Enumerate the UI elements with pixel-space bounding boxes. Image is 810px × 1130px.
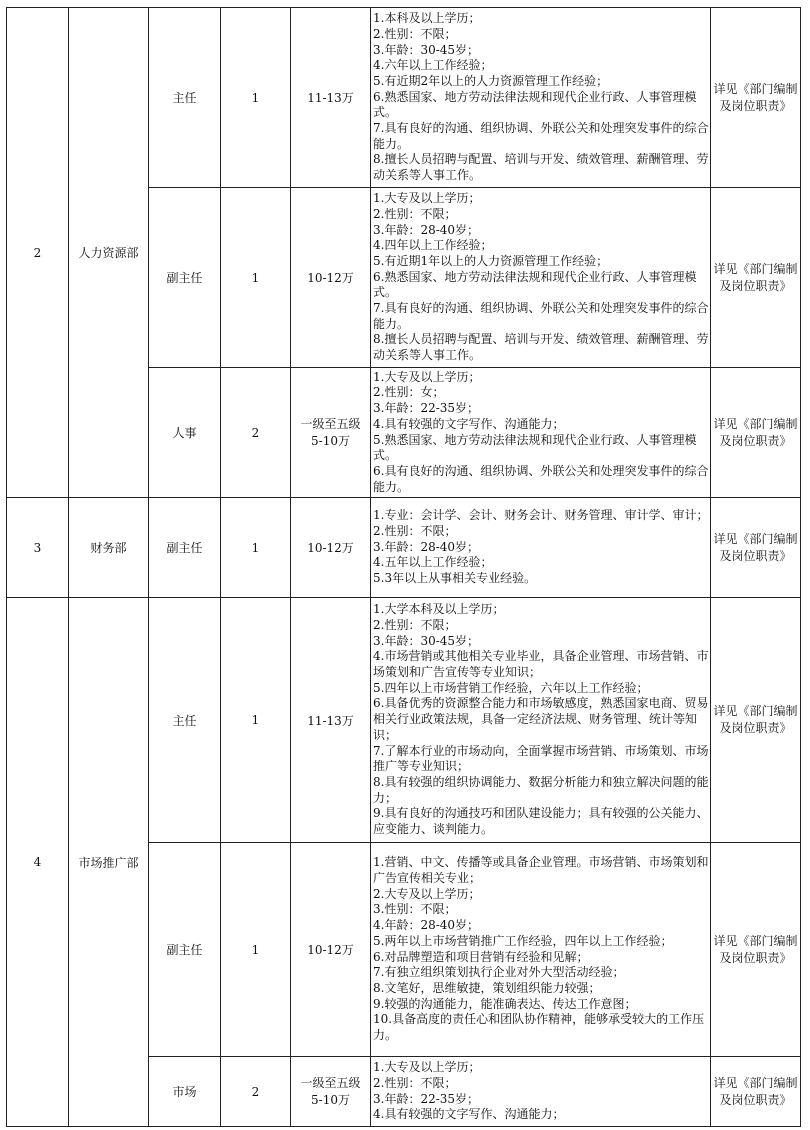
requirement-item: 2.性别：女； xyxy=(373,385,445,400)
requirements-list xyxy=(371,602,710,838)
requirement-item: 3.年龄：30-45岁； xyxy=(373,42,480,57)
headcount-cell: 2 xyxy=(221,1057,291,1127)
requirement-item: 2.性别：不限； xyxy=(373,206,457,221)
requirement-item: 3.年龄：30-45岁； xyxy=(373,633,480,648)
dept-name-cell: 市场推广部 xyxy=(69,598,149,1127)
salary-grade: 一级至五级 xyxy=(300,1075,361,1090)
requirement-item: 9.具有良好的沟通技巧和团队建设能力；具有较强的公关能力、应变能力、谈判能力。 xyxy=(373,806,709,837)
requirement-item: 7.了解本行业的市场动向，全面掌握市场营销、市场策划、市场推广等专业知识； xyxy=(373,743,709,774)
requirement-item: 6.熟悉国家、地方劳动法律法规和现代企业行政、人事管理模式。 xyxy=(373,89,697,120)
salary-grade: 一级至五级 xyxy=(300,416,361,431)
requirement-item: 4.四年以上工作经验； xyxy=(373,238,493,253)
requirements-list xyxy=(371,11,710,184)
requirements-cell xyxy=(371,843,711,1057)
requirement-item: 4.具有较强的文字写作、沟通能力； xyxy=(373,416,565,431)
salary-cell xyxy=(291,368,371,498)
note-cell: 详见《部门编制及岗位职责》 xyxy=(711,843,801,1057)
requirement-item: 1.本科及以上学历； xyxy=(373,11,481,26)
position-cell: 副主任 xyxy=(149,498,221,598)
position-cell: 副主任 xyxy=(149,188,221,368)
salary-range: 5-10万 xyxy=(311,433,350,448)
requirement-item: 5.熟悉国家、地方劳动法律法规和现代企业行政、人事管理模式。 xyxy=(373,432,697,463)
requirement-item: 4.市场营销或其他相关专业毕业，具备企业管理、市场营销、市场策划和广告宣传等专业知识； xyxy=(373,649,709,680)
dept-name-cell: 财务部 xyxy=(69,498,149,598)
salary-cell: 10-12万 xyxy=(291,498,371,598)
table-row xyxy=(7,498,801,598)
requirement-item: 7.具有良好的沟通、组织协调、外联公关和处理突发事件的综合能力。 xyxy=(373,301,709,331)
requirement-item: 3.年龄：28-40岁； xyxy=(373,539,480,554)
table-row xyxy=(7,598,801,843)
salary-cell xyxy=(291,1057,371,1127)
requirements-cell xyxy=(371,188,711,368)
requirement-item: 7.有独立组织策划执行企业对外大型活动经验； xyxy=(373,965,625,980)
requirements-list xyxy=(371,191,710,364)
position-cell: 副主任 xyxy=(149,843,221,1057)
requirement-item: 1.大学本科及以上学历； xyxy=(373,602,505,617)
requirement-item: 1.大专及以上学历； xyxy=(373,191,481,206)
requirement-item: 6.具有良好的沟通、组织协调、外联公关和处理突发事件的综合能力。 xyxy=(373,463,709,494)
requirement-item: 9.较强的沟通能力，能准确表达、传达工作意图； xyxy=(373,996,637,1011)
requirements-cell xyxy=(371,8,711,188)
dept-number-cell: 4 xyxy=(7,598,69,1127)
dept-name-cell: 人力资源部 xyxy=(69,8,149,498)
requirement-item: 2.性别：不限； xyxy=(373,1075,457,1090)
salary-cell: 11-13万 xyxy=(291,8,371,188)
headcount-cell: 1 xyxy=(221,843,291,1057)
note-cell: 详见《部门编制及岗位职责》 xyxy=(711,1057,801,1127)
headcount-cell: 1 xyxy=(221,8,291,188)
position-cell: 市场 xyxy=(149,1057,221,1127)
position-cell: 主任 xyxy=(149,598,221,843)
requirement-item: 2.大专及以上学历； xyxy=(373,886,481,901)
requirement-item: 4.五年以上工作经验； xyxy=(373,555,493,570)
note-cell: 详见《部门编制及岗位职责》 xyxy=(711,598,801,843)
requirements-list xyxy=(371,508,710,587)
requirement-item: 6.熟悉国家、地方劳动法律法规和现代企业行政、人事管理模式。 xyxy=(373,269,697,300)
requirement-item: 5.四年以上市场营销工作经验，六年以上工作经验； xyxy=(373,680,649,695)
salary-range: 5-10万 xyxy=(311,1092,350,1107)
position-cell: 主任 xyxy=(149,8,221,188)
requirement-item: 1.大专及以上学历； xyxy=(373,369,481,384)
requirement-item: 8.擅长人员招聘与配置、培训与开发、绩效管理、薪酬管理、劳动关系等人事工作。 xyxy=(373,152,709,183)
note-cell: 详见《部门编制及岗位职责》 xyxy=(711,8,801,188)
requirement-item: 8.文笔好，思维敏捷，策划组织能力较强； xyxy=(373,980,601,995)
position-cell: 人事 xyxy=(149,368,221,498)
requirement-item: 4.年龄：28-40岁； xyxy=(373,918,480,933)
requirement-item: 10.具备高度的责任心和团队协作精神，能够承受较大的工作压力。 xyxy=(373,1012,705,1043)
salary-cell: 10-12万 xyxy=(291,188,371,368)
requirements-cell xyxy=(371,598,711,843)
note-cell: 详见《部门编制及岗位职责》 xyxy=(711,498,801,598)
requirements-cell xyxy=(371,498,711,598)
requirement-item: 3.性别：不限； xyxy=(373,902,457,917)
requirements-cell xyxy=(371,1057,711,1127)
requirement-item: 6.具备优秀的资源整合能力和市场敏感度，熟悉国家电商、贸易相关行业政策法规，具备一定经济法规、财务管理、统计等知识； xyxy=(373,696,709,742)
requirement-item: 2.性别：不限； xyxy=(373,617,457,632)
requirement-item: 5.有近期1年以上的人力资源管理工作经验； xyxy=(373,253,609,268)
requirement-item: 5.有近期2年以上的人力资源管理工作经验； xyxy=(373,73,609,88)
requirement-item: 2.性别：不限； xyxy=(373,26,457,41)
requirement-item: 8.具有较强的组织协调能力、数据分析能力和独立解决问题的能力； xyxy=(373,774,709,805)
requirement-item: 1.大专及以上学历； xyxy=(373,1060,481,1075)
note-cell: 详见《部门编制及岗位职责》 xyxy=(711,368,801,498)
note-cell: 详见《部门编制及岗位职责》 xyxy=(711,188,801,368)
requirement-item: 3.年龄：28-40岁； xyxy=(373,222,480,237)
requirements-list xyxy=(371,1060,710,1123)
requirements-list xyxy=(371,370,710,496)
requirement-item: 4.六年以上工作经验； xyxy=(373,58,493,73)
requirements-list xyxy=(371,855,710,1043)
headcount-cell: 1 xyxy=(221,598,291,843)
dept-number-cell: 2 xyxy=(7,8,69,498)
salary-cell: 11-13万 xyxy=(291,598,371,843)
dept-number-cell: 3 xyxy=(7,498,69,598)
headcount-cell: 1 xyxy=(221,188,291,368)
requirement-item: 5.两年以上市场营销推广工作经验，四年以上工作经验； xyxy=(373,933,673,948)
requirement-item: 1.营销、中文、传播等或具备企业管理。市场营销、市场策划和广告宣传相关专业； xyxy=(373,855,709,885)
salary-cell: 10-12万 xyxy=(291,843,371,1057)
requirement-item: 8.擅长人员招聘与配置、培训与开发、绩效管理、薪酬管理、劳动关系等人事工作。 xyxy=(373,332,709,363)
table-row xyxy=(7,8,801,188)
headcount-cell: 1 xyxy=(221,498,291,598)
requirement-item: 3.年龄：22-35岁； xyxy=(373,1091,480,1106)
headcount-cell: 2 xyxy=(221,368,291,498)
requirement-item: 7.具有良好的沟通、组织协调、外联公关和处理突发事件的综合能力。 xyxy=(373,121,709,151)
requirement-item: 2.性别：不限； xyxy=(373,523,457,538)
requirement-item: 6.对品牌塑造和项目营销有经验和见解； xyxy=(373,949,589,964)
requirement-item: 5.3年以上从事相关专业经验。 xyxy=(373,571,537,586)
requirement-item: 4.具有较强的文字写作、沟通能力； xyxy=(373,1107,565,1122)
requirement-item: 3.年龄：22-35岁； xyxy=(373,401,480,416)
requirements-cell xyxy=(371,368,711,498)
requirement-item: 1.专业：会计学、会计、财务会计、财务管理、审计学、审计； xyxy=(373,508,709,523)
job-requirements-table xyxy=(6,7,801,1127)
